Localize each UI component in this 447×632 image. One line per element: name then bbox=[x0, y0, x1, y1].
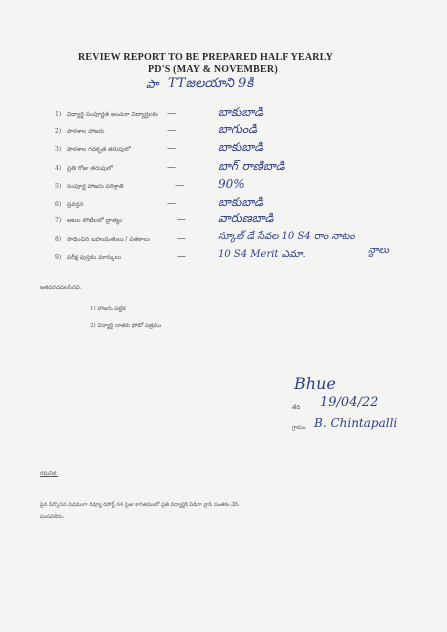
item-dash: — bbox=[177, 234, 186, 244]
item-dash: — bbox=[177, 252, 186, 262]
item-label: పరీక్ష పుస్తకం మార్కులు bbox=[67, 254, 122, 261]
item-number: 4) bbox=[55, 165, 62, 172]
item-number: 8) bbox=[55, 236, 62, 243]
village-label: గ్రామం bbox=[292, 425, 306, 431]
note-text-line2: పంపవలెను. bbox=[40, 514, 65, 520]
date-value: 19/04/22 bbox=[320, 395, 379, 410]
item-dash: — bbox=[167, 126, 176, 136]
item-dash: — bbox=[167, 144, 176, 154]
item-value-handwritten: బాగుండి bbox=[218, 122, 257, 136]
item-value-handwritten: బాకుబాడి bbox=[218, 105, 264, 119]
item-label: ప్రతి రోజు తరుపులో bbox=[67, 165, 113, 172]
item-number: 3) bbox=[55, 146, 62, 153]
item-dash: — bbox=[167, 199, 176, 209]
item-value-handwritten: బాకుబాడి bbox=[218, 140, 264, 154]
item-dash: — bbox=[167, 109, 176, 119]
item-number: 7) bbox=[55, 217, 62, 224]
report-title-line1: REVIEW REPORT TO BE PREPARED HALF YEARLY bbox=[78, 52, 334, 63]
item-value-handwritten: వారుణబాడి bbox=[218, 211, 274, 225]
item-dash: — bbox=[175, 181, 184, 191]
item-label: ఆటల పోటిలలో వ్రాత్యం bbox=[67, 217, 123, 224]
signature: Bhue bbox=[294, 374, 336, 393]
attachment-item: 1) హాజరు పట్టిక bbox=[90, 306, 126, 312]
name-prefix: పా bbox=[146, 77, 159, 91]
item-dash: — bbox=[177, 215, 186, 225]
village-value: B. Chintapalli bbox=[314, 416, 398, 430]
item-value-handwritten: 10 S4 Merit ఎమా. bbox=[218, 249, 306, 260]
note-heading: గమనిక: bbox=[40, 471, 58, 477]
report-title-line2: PD'S (MAY & NOVEMBER) bbox=[148, 64, 278, 75]
item-value-handwritten: స్కూల్ డే సేవల 10 S4 రాం నాటం bbox=[218, 231, 355, 242]
item-label: సాధించిన బహుమతులు / పతకాలు bbox=[67, 236, 150, 243]
item-label: ప్రవర్తన bbox=[67, 201, 84, 208]
item-label: సంపూర్ణ హాజరు పరిశ్రాతి bbox=[67, 183, 124, 190]
item-number: 2) bbox=[55, 128, 62, 135]
item-value-handwritten: బాకుబాడి bbox=[218, 195, 264, 209]
item-number: 5) bbox=[55, 183, 62, 190]
note-text-line1: పైన పేర్కొనిన విధముగా రివ్యూ రిపోర్ట్ A4 సైజు కాగితములో ప్రతి విద్యార్థికి విడిగా వ్రాసి సంతకం చేసి bbox=[40, 502, 239, 508]
student-name-handwritten: TTజలయాని 9కి bbox=[168, 76, 254, 91]
attachments-heading: జతపరచవలసినవి. bbox=[40, 285, 82, 291]
item-label: విద్యార్థి సంపూర్ణత అంచనా విద్యార్హలకు bbox=[67, 111, 158, 118]
attachment-item: 2) విద్యార్థి దాతకు ఫోటో పత్రము bbox=[90, 323, 162, 329]
item-value-handwritten: బాగ్ రాణిబాడి bbox=[218, 159, 285, 173]
item-label: పాఠశాల గదకృత తరుపులో bbox=[67, 146, 131, 153]
item-number: 1) bbox=[55, 111, 62, 118]
item-dash: — bbox=[167, 163, 176, 173]
item-number: 9) bbox=[55, 254, 62, 261]
extra-value-handwritten: న్దాలు bbox=[368, 245, 389, 256]
item-label: పాఠశాల హాజరు bbox=[67, 128, 105, 135]
item-value-handwritten: 90% bbox=[218, 177, 245, 191]
date-label: తేది bbox=[292, 405, 301, 411]
item-number: 6) bbox=[55, 201, 62, 208]
